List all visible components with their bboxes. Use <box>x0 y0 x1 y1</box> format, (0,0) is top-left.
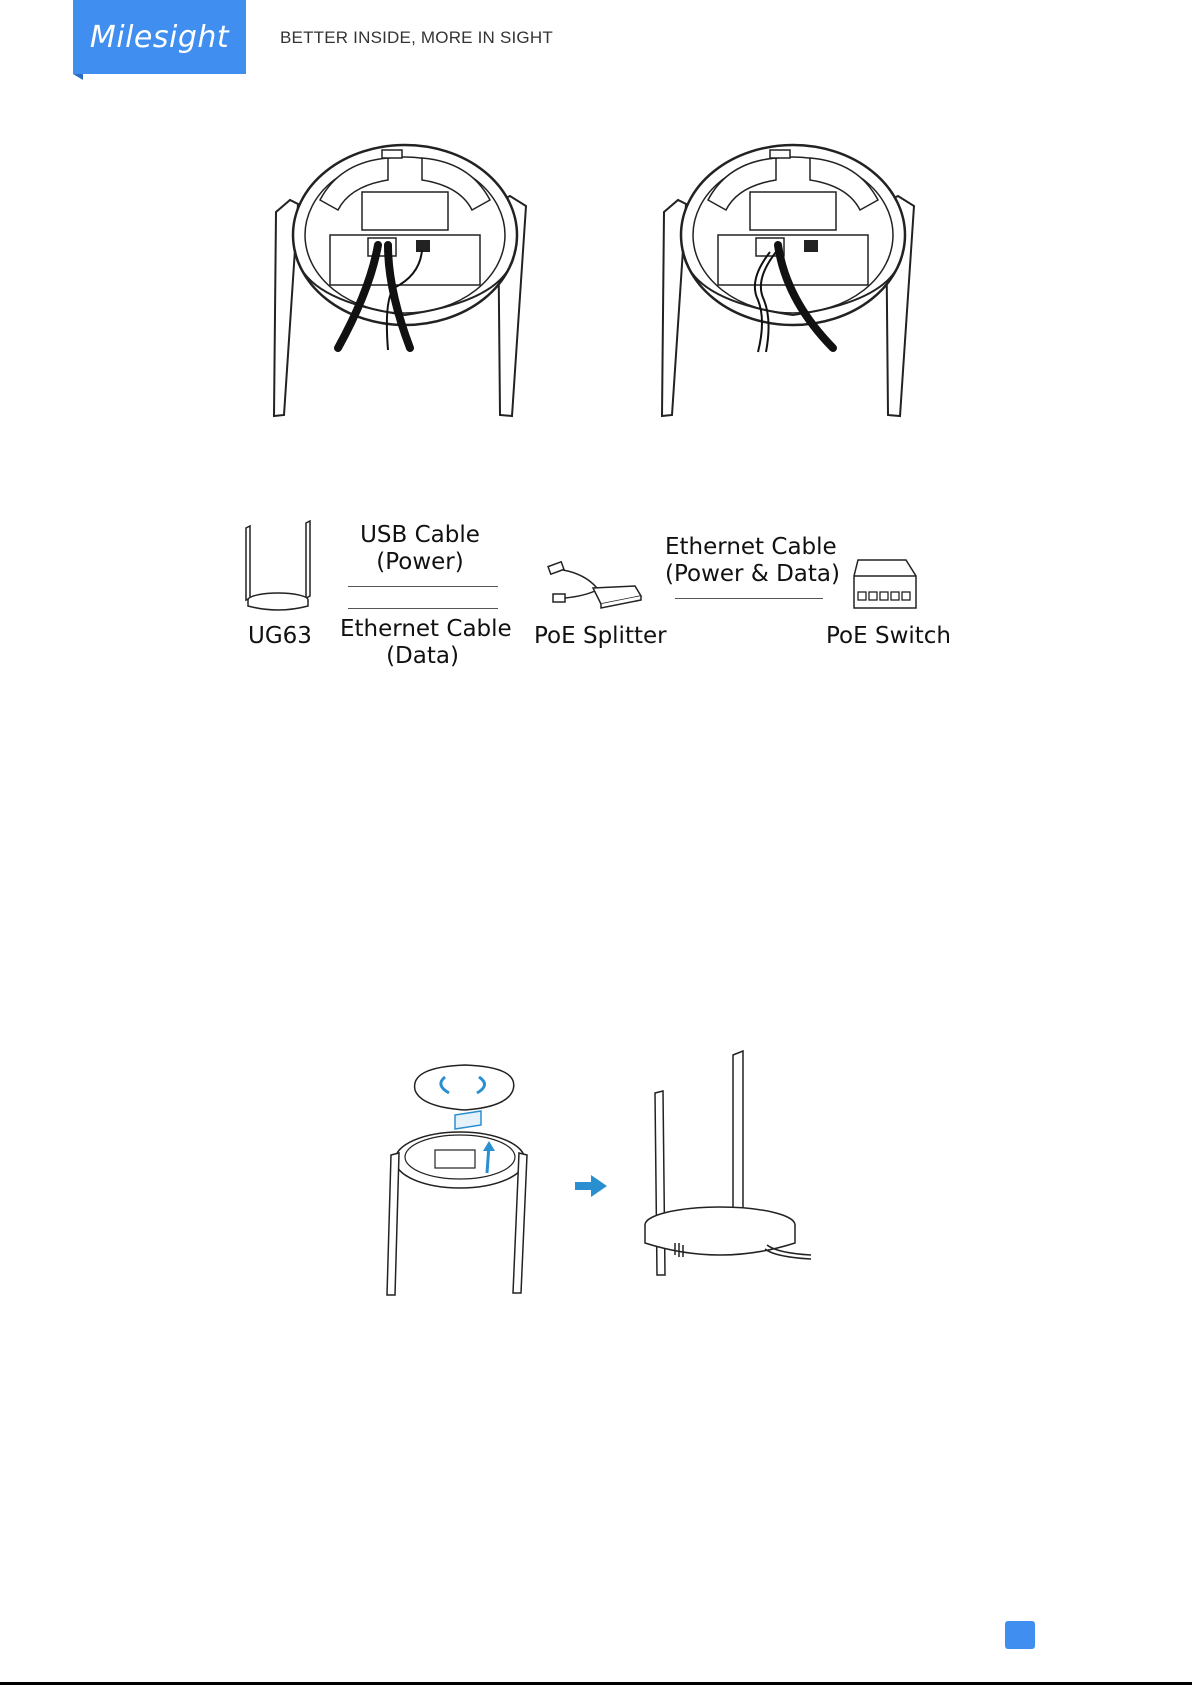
usb-cable-line <box>348 586 498 587</box>
ethernet-power-cable-label <box>665 534 840 588</box>
page-number-badge <box>1005 1621 1035 1649</box>
milesight-logo <box>73 0 246 74</box>
ethernet-data-cable-line <box>348 608 498 609</box>
usb-cable-label-line1: USB Cable <box>360 522 480 548</box>
usb-cable-label-line2: (Power) <box>376 549 464 575</box>
ethernet-data-label-line2: (Data) <box>386 643 459 669</box>
usb-cable-label <box>345 522 495 576</box>
poe-switch-label: PoE Switch <box>826 623 952 649</box>
direction-arrow-icon <box>575 1175 607 1197</box>
ug63-label: UG63 <box>248 623 312 649</box>
ethernet-power-label-line1: Ethernet Cable <box>665 534 837 560</box>
ethernet-data-cable-label <box>340 616 512 670</box>
ethernet-power-label-line2: (Power & Data) <box>665 561 840 587</box>
device-bottom-view-poe <box>658 140 928 425</box>
device-bottom-view-usb <box>270 140 540 425</box>
poe-splitter-label: PoE Splitter <box>534 623 667 649</box>
logo-text: Milesight <box>89 20 230 55</box>
poe-splitter-icon <box>545 560 645 615</box>
device-cover-installation <box>385 1055 535 1300</box>
header-tagline: BETTER INSIDE, MORE IN SIGHT <box>280 28 553 47</box>
device-assembled-view <box>635 1045 815 1280</box>
poe-switch-icon <box>850 556 920 611</box>
ethernet-data-label-line1: Ethernet Cable <box>340 616 512 642</box>
ug63-device-icon <box>240 518 315 613</box>
ethernet-power-cable-line <box>675 598 823 599</box>
